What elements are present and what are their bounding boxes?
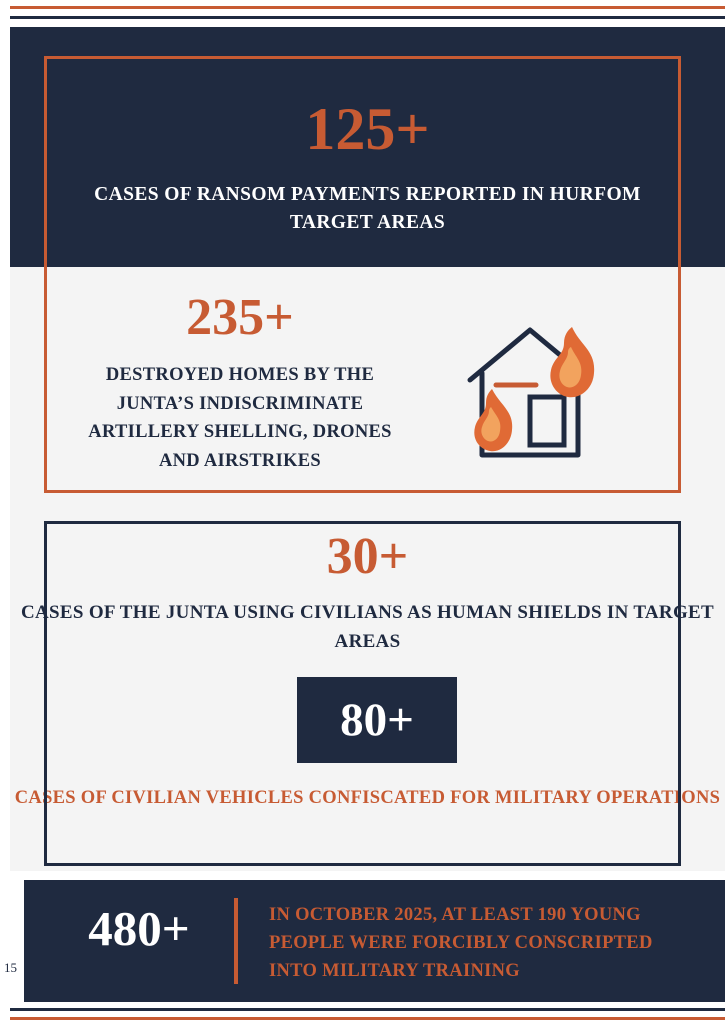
page-number: 15: [4, 960, 17, 975]
burning-house-icon: [430, 285, 630, 485]
bottom-rule-navy: [10, 1008, 725, 1011]
vehicles-number: 80+: [340, 693, 414, 746]
conscription-caption: IN OCTOBER 2025, AT LEAST 190 YOUNG PEOPLE WERE FORCIBLY CONSCRIPTED INTO MILITARY TRAINING: [269, 905, 653, 981]
ransom-number: 125+: [305, 96, 430, 162]
stat-block-human-shields: [10, 511, 725, 871]
top-rule-orange: [10, 6, 725, 9]
bottom-rule-orange: [10, 1017, 725, 1020]
homes-caption: DESTROYED HOMES BY THE JUNTA’S INDISCRIMINATE ARTILLERY SHELLING, DRONES AND AIRSTRIKES: [88, 365, 392, 472]
human-shields-caption: CASES OF THE JUNTA USING CIVILIANS AS HUMAN SHIELDS IN TARGET AREAS: [21, 602, 714, 652]
stat-block-homes: [10, 267, 725, 511]
homes-number: 235+: [186, 289, 294, 346]
conscription-number: 480+: [88, 901, 190, 956]
vehicles-number-box: [297, 677, 457, 763]
stat-block-conscription: [24, 880, 725, 1002]
vehicles-caption: CASES OF CIVILIAN VEHICLES CONFISCATED FOR MILITARY OPERATIONS: [14, 788, 721, 808]
stat-block-ransom: [10, 27, 725, 267]
ransom-caption: CASES OF RANSOM PAYMENTS REPORTED IN HURFOM TARGET AREAS: [94, 184, 641, 234]
human-shields-number: 30+: [326, 528, 409, 585]
top-rule-navy: [10, 16, 725, 19]
conscription-divider: [234, 898, 238, 984]
